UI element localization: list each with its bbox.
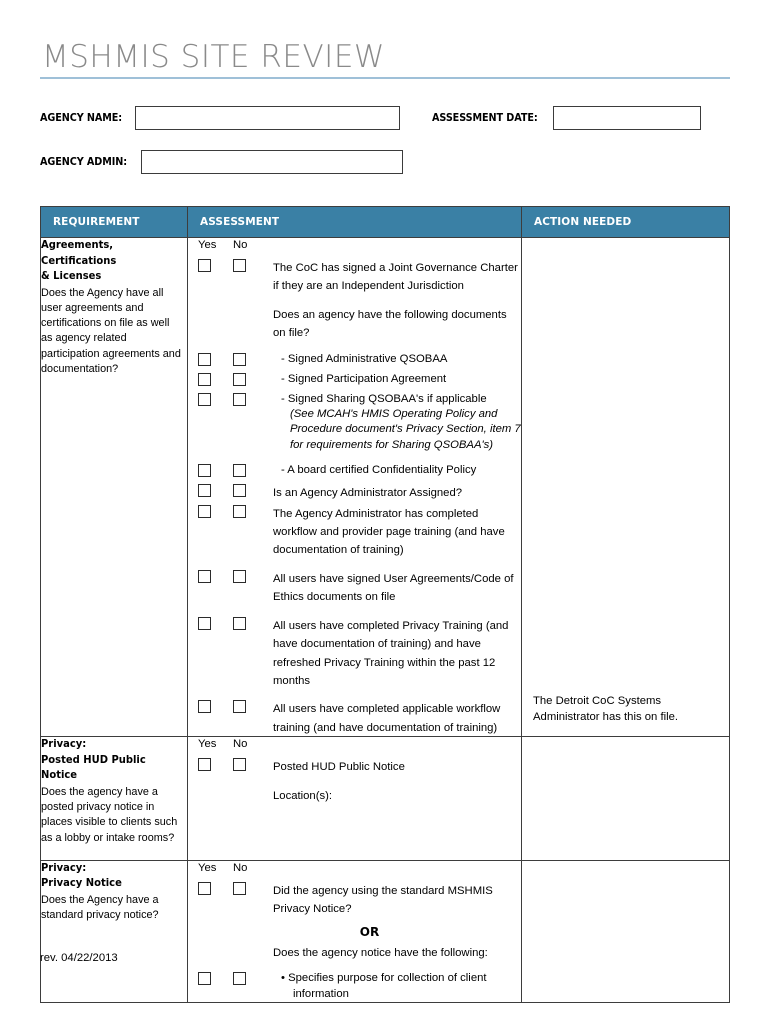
checkbox-no[interactable]	[233, 259, 246, 272]
table-row	[41, 860, 730, 1002]
bullet-item-text: • Specifies purpose for collection of client information	[281, 972, 487, 1000]
checkbox-no[interactable]	[233, 484, 246, 497]
agency-name-input[interactable]	[135, 106, 400, 130]
assessment-item	[188, 463, 521, 481]
assessment-item	[188, 971, 521, 1002]
assessment-item-text: The CoC has signed a Joint Governance Charter if they are an Independent Jurisdiction	[273, 262, 518, 293]
assessment-item	[188, 504, 521, 559]
assessment-item-text: Posted HUD Public Notice	[273, 761, 405, 774]
assessment-item-note: (See MCAH's HMIS Operating Policy and Procedure document's Privacy Section, item 7 for requirements for Sharing QSOBAA's)	[290, 408, 521, 451]
page-title: MSHMIS SITE REVIEW	[42, 39, 386, 75]
checkbox-no[interactable]	[233, 700, 246, 713]
assessment-item	[188, 699, 521, 736]
checkbox-no[interactable]	[233, 972, 246, 985]
requirement-title-line: Privacy:	[41, 738, 87, 751]
action-needed-cell[interactable]	[522, 238, 730, 737]
dash-item-text: - A board certified Confidentiality Policy	[281, 464, 477, 477]
requirement-title-line: & Licenses	[41, 270, 102, 282]
requirement-cell	[41, 238, 188, 737]
no-label: No	[233, 239, 248, 251]
action-needed-cell[interactable]	[522, 737, 730, 861]
checkbox-yes[interactable]	[198, 505, 211, 518]
assessment-item	[188, 258, 521, 295]
requirement-cell	[41, 737, 188, 861]
yes-no-header	[188, 238, 521, 254]
assessment-item	[188, 757, 521, 775]
dash-item-text: - Signed Administrative QSOBAA	[281, 352, 448, 365]
assessment-item-text	[273, 392, 521, 454]
assessment-item-text: Did the agency using the standard MSHMIS Privacy Notice?	[273, 884, 493, 916]
site-review-table	[40, 206, 730, 1003]
checkbox-yes[interactable]	[198, 617, 211, 630]
checkbox-no[interactable]	[233, 464, 246, 477]
assessment-item-text	[273, 463, 521, 478]
assessment-item	[188, 483, 521, 501]
yes-label: Yes	[198, 738, 217, 751]
assessment-date-input[interactable]	[553, 106, 701, 130]
requirement-title	[41, 861, 180, 892]
dash-item-text: - Signed Participation Agreement	[281, 372, 447, 385]
assessment-item-text: All users have signed User Agreements/Code of Ethics documents on file	[273, 572, 514, 604]
assessment-item-text	[273, 352, 521, 367]
column-header-action-needed: ACTION NEEDED	[522, 207, 730, 238]
assessment-item-text: All users have completed Privacy Training (and have documentation of training) and have refreshed Privacy Training within the past 12 months	[273, 619, 509, 687]
no-label: No	[233, 861, 248, 874]
assessment-date-label: ASSESSMENT DATE:	[432, 112, 538, 124]
assessment-item	[188, 352, 521, 370]
requirement-title-line: Posted HUD Public Notice	[41, 753, 146, 782]
no-label: No	[233, 738, 248, 751]
checkbox-yes[interactable]	[198, 570, 211, 583]
requirement-description: Does the Agency have a standard privacy notice?	[41, 893, 159, 922]
checkbox-yes[interactable]	[198, 484, 211, 497]
assessment-item-text: Does the agency notice have the following:	[273, 946, 488, 959]
action-needed-cell[interactable]	[522, 860, 730, 1002]
assessment-cell	[188, 860, 522, 1002]
checkbox-yes[interactable]	[198, 758, 211, 771]
checkbox-yes[interactable]	[198, 464, 211, 477]
checkbox-yes[interactable]	[198, 259, 211, 272]
requirement-cell	[41, 860, 188, 1002]
checkbox-yes[interactable]	[198, 972, 211, 985]
checkbox-yes[interactable]	[198, 882, 211, 895]
assessment-item-text	[273, 372, 521, 387]
agency-admin-label: AGENCY ADMIN:	[40, 156, 127, 168]
assessment-item-text: Does an agency have the following documents on file?	[273, 308, 507, 340]
header-field-row-2	[40, 147, 730, 177]
table-header-row	[41, 207, 730, 238]
title-block	[40, 40, 730, 79]
requirement-title-line: Agreements,	[41, 239, 114, 251]
assessment-item-text: The Agency Administrator has completed workflow and provider page training (and have documentation of training)	[273, 507, 505, 557]
requirement-title-line: Privacy Notice	[41, 877, 122, 890]
checkbox-no[interactable]	[233, 393, 246, 406]
yes-no-header	[188, 861, 521, 877]
action-needed-text: The Detroit CoC Systems Administrator has this on file.	[533, 695, 679, 723]
yes-no-header	[188, 737, 521, 753]
revision-text: rev. 04/22/2013	[40, 952, 118, 964]
assessment-cell	[188, 737, 522, 861]
or-separator: OR	[359, 924, 380, 939]
table-row	[41, 238, 730, 737]
checkbox-yes[interactable]	[198, 700, 211, 713]
assessment-item-or	[188, 925, 521, 943]
checkbox-yes[interactable]	[198, 393, 211, 406]
checkbox-no[interactable]	[233, 373, 246, 386]
assessment-item	[188, 943, 521, 961]
checkbox-no[interactable]	[233, 505, 246, 518]
assessment-item-text	[273, 971, 521, 1002]
yes-label: Yes	[198, 861, 217, 874]
assessment-item-text: Is an Agency Administrator Assigned?	[273, 487, 463, 500]
requirement-title-line: Privacy:	[41, 861, 87, 874]
agency-name-label: AGENCY NAME:	[40, 112, 123, 124]
agency-admin-input[interactable]	[141, 150, 403, 174]
table-row	[41, 737, 730, 861]
checkbox-no[interactable]	[233, 617, 246, 630]
assessment-item	[188, 786, 521, 804]
column-header-requirement: REQUIREMENT	[41, 207, 188, 238]
checkbox-no[interactable]	[233, 758, 246, 771]
assessment-blank-space	[188, 814, 521, 860]
requirement-title	[41, 737, 180, 784]
requirement-description: Does the agency have a posted privacy notice in places visible to clients such as a lobby or intake rooms?	[41, 785, 178, 844]
assessment-item	[188, 392, 521, 454]
checkbox-yes[interactable]	[198, 373, 211, 386]
assessment-cell	[188, 238, 522, 737]
yes-label: Yes	[198, 239, 217, 251]
assessment-item	[188, 305, 521, 342]
assessment-item	[188, 616, 521, 690]
requirement-title-line: Certifications	[41, 254, 117, 267]
checkbox-no[interactable]	[233, 353, 246, 366]
column-header-assessment: ASSESSMENT	[188, 207, 522, 238]
checkbox-yes[interactable]	[198, 353, 211, 366]
requirement-title	[41, 238, 180, 285]
assessment-item-text: Location(s):	[273, 789, 333, 802]
header-fields	[40, 103, 730, 191]
dash-item-text: - Signed Sharing QSOBAA's if applicable	[281, 392, 487, 405]
assessment-item	[188, 372, 521, 390]
title-divider	[40, 77, 730, 79]
checkbox-no[interactable]	[233, 882, 246, 895]
assessment-item	[188, 569, 521, 606]
requirement-description: Does the Agency have all user agreements and certifications on file as well as agency related participation agreements and documentation?	[41, 286, 181, 375]
header-field-row-1	[40, 103, 730, 133]
assessment-item	[188, 881, 521, 918]
checkbox-no[interactable]	[233, 570, 246, 583]
assessment-item-text: All users have completed applicable workflow training (and have documentation of training)	[273, 703, 501, 734]
